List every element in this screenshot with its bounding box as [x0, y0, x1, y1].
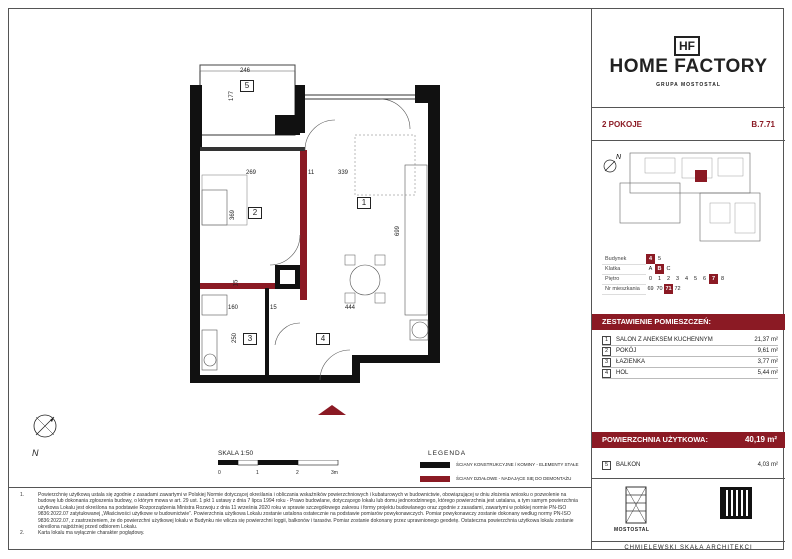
mostostal-label: MOSTOSTAL: [614, 527, 650, 533]
locator-row-stairwell: [602, 264, 727, 274]
room-row-3-area: 3,77 m²: [757, 359, 778, 365]
floor-7: 7: [709, 274, 718, 284]
rooms-section-header: ZESTAWIENIE POMIESZCZEŃ:: [592, 314, 785, 330]
legend-text-partition: ŚCIANY DZIAŁOWE - NADAJĄCE SIĘ DO DEMONTAŻU: [456, 476, 572, 481]
floor-3: 3: [675, 276, 680, 282]
room-row-2-area: 9,61 m²: [757, 348, 778, 354]
dim-balcony-width: 246: [240, 68, 251, 74]
unit-72: 72: [674, 286, 681, 292]
stairwell-C: C: [666, 266, 671, 272]
apartment-code: B.7.71: [751, 120, 775, 129]
scale-tick-1: 1: [256, 470, 259, 476]
dim-bath-width: 160: [228, 305, 239, 311]
balcony-row: [602, 460, 778, 471]
room-row-3: [602, 357, 778, 368]
sidebar-footer: [592, 478, 785, 550]
dim-bath-depth: 250: [232, 332, 239, 344]
room-row-1-name: SALON Z ANEKSEM KUCHENNYM: [616, 337, 713, 343]
room-row-4-area: 5,44 m²: [757, 370, 778, 376]
balcony-name: BALKON: [616, 462, 641, 468]
legend-swatch-red: [420, 476, 450, 482]
room-number-balcony: 5: [240, 80, 254, 92]
room-number-bathroom: 3: [243, 333, 257, 345]
legend-title: LEGENDA: [428, 450, 467, 457]
note-1-number: 1.: [20, 492, 25, 498]
locator-row-building: [602, 254, 727, 264]
floor-0: 0: [648, 276, 653, 282]
usable-area-header: [592, 432, 785, 448]
scale-bar: [218, 450, 343, 478]
note-1-text: Powierzchnię użytkową ustala się zgodnie z zasadami zawartymi w Polskiej Normie dotyczącej określania i obliczania wskaźników powierzchniowych i kubaturowych w budownictwie, obowiązującej w dniu złożenia wniosku o pozwolenie na budowę lub dokonania zgłoszenia budowy, o którym mowa w art. 29 ust. 1 pkt 1 ustawy z dnia 7 lipca 1994 roku - Prawo budowlane, dotyczącego lokalu lub domu jednorodzinnego, którego powierzchnia jest ustalana, a tym samym powierzchnia użytkowa Lokalu jest określona na podstawie Rozporządzenia Ministra Rozwoju z dnia 11 września 2020 roku w sprawie szczegółowego zakresu i formy projektu budowlanego oraz zgodnie z zasadami, zawartymi w polskiej normie PN-ISO 9836:2022.07 zatytułowanej „Właściwości użytkowe w budownictwie”. Powierzchnia użytkowa Lokalu zostanie ustalona ostatecznie na podstawie pomiarów powykonawczych. Pomiar powykonawczy zostanie dokonany według normy PN-ISO 9836:2022.07, z zastrzeżeniem, że do powierzchni użytkowej lokalu w Budynku nie wlicza się powierzchni loggii, balkonów i tarasów. Pomiar zostanie dokonany przez uprawnionego geodetę. Ostateczna powierzchnia użytkowa lokalu zostanie określona najpóźniej przed odbiorem Lokalu.: [38, 492, 578, 531]
room-row-1-area: 21,37 m²: [754, 337, 778, 343]
key-plan: [600, 148, 778, 248]
floor-6: 6: [702, 276, 707, 282]
floor-5: 5: [693, 276, 698, 282]
scale-label: SKALA 1:50: [218, 450, 254, 457]
locator-label-stairwell: Klatka: [602, 264, 646, 274]
note-2-number: 2.: [20, 530, 25, 537]
building-4: 4: [646, 254, 655, 264]
dim-bedroom-width: 269: [246, 170, 257, 176]
apartment-header: [592, 120, 785, 134]
room-row-3-number: 3: [602, 358, 611, 367]
unit-70: 70: [656, 286, 663, 292]
room-row-4: [602, 368, 778, 379]
dim-balcony-depth: 177: [229, 90, 236, 102]
dim-wall-11: 11: [308, 170, 315, 176]
scale-tick-2: 2: [296, 470, 299, 476]
scale-tick-0: 0: [218, 470, 221, 476]
stairwell-A: A: [648, 266, 653, 272]
dim-wall-15b: 15: [270, 305, 277, 311]
balcony-number: 5: [602, 461, 611, 470]
floor-4: 4: [684, 276, 689, 282]
logo-mark: HF: [674, 36, 700, 56]
floor-1: 1: [657, 276, 662, 282]
room-row-2-number: 2: [602, 347, 611, 356]
floor-plan: [180, 55, 450, 415]
floor-2: 2: [666, 276, 671, 282]
room-row-1-number: 1: [602, 336, 611, 345]
dim-living-depth: 699: [395, 225, 402, 237]
locator-table: [602, 254, 727, 295]
note-2: [20, 530, 585, 536]
locator-label-unit: Nr mieszkania: [602, 284, 646, 294]
balcony-item: [602, 460, 778, 471]
compass-north-label: N: [32, 448, 39, 458]
room-row-1: [602, 335, 778, 346]
scale-graphic: [218, 460, 343, 468]
room-row-4-number: 4: [602, 369, 611, 378]
legend-swatch-black: [420, 462, 450, 468]
brand-name: HOME FACTORY: [609, 56, 768, 77]
header-divider: [592, 140, 785, 141]
rooms-list: [602, 335, 778, 379]
room-row-2-name: POKÓJ: [616, 348, 637, 354]
keyplan-north: N: [616, 154, 622, 161]
room-number-living: 1: [357, 197, 371, 209]
note-1: [20, 492, 585, 530]
locator-label-building: Budynek: [602, 254, 646, 264]
room-number-bedroom: 2: [248, 207, 262, 219]
rooms-count: 2 POKOJE: [602, 120, 643, 129]
scale-tick-3: 3m: [331, 470, 338, 476]
locator-label-floor: Piętro: [602, 274, 646, 284]
locator-row-floor: [602, 274, 727, 284]
dim-wall-15a: 15: [233, 279, 240, 287]
usable-area-value: 40,19 m²: [744, 435, 777, 444]
logo: [592, 8, 785, 108]
note-2-text: Karta lokalu ma wyłącznie charakter poglądowy.: [38, 530, 145, 537]
legend-item-structural: [420, 461, 580, 471]
legend: [420, 450, 580, 485]
compass-icon: [30, 410, 60, 450]
legend-text-structural: ŚCIANY KONSTRUKCYJNE / KOMINY - ELEMENTY STAŁE: [456, 462, 579, 467]
unit-71: 71: [665, 286, 672, 292]
room-number-hall: 4: [316, 333, 330, 345]
mostostal-tower-icon: [622, 485, 650, 525]
balcony-area: 4,03 m²: [757, 462, 778, 468]
architect-label: CHMIELEWSKI SKAŁA ARCHITEKCI: [592, 541, 785, 553]
stairwell-B: B: [655, 264, 664, 274]
room-row-3-name: ŁAZIENKA: [616, 359, 646, 365]
qr-code-icon[interactable]: [720, 487, 752, 519]
dim-living-width: 339: [338, 170, 349, 176]
room-row-2: [602, 346, 778, 357]
locator-row-unit: [602, 284, 727, 294]
legend-item-partition: [420, 475, 580, 485]
room-row-4-name: HOL: [616, 370, 629, 376]
building-5: 5: [657, 256, 662, 262]
floor-8: 8: [720, 276, 725, 282]
usable-area-label: POWIERZCHNIA UŻYTKOWA:: [602, 435, 708, 444]
dim-hall-width: 444: [345, 305, 356, 311]
dim-bedroom-depth: 369: [230, 209, 237, 221]
unit-69: 69: [647, 286, 654, 292]
brand-subtitle: GRUPA MOSTOSTAL: [656, 82, 721, 88]
sidebar: [591, 8, 784, 550]
notes: [8, 487, 591, 550]
